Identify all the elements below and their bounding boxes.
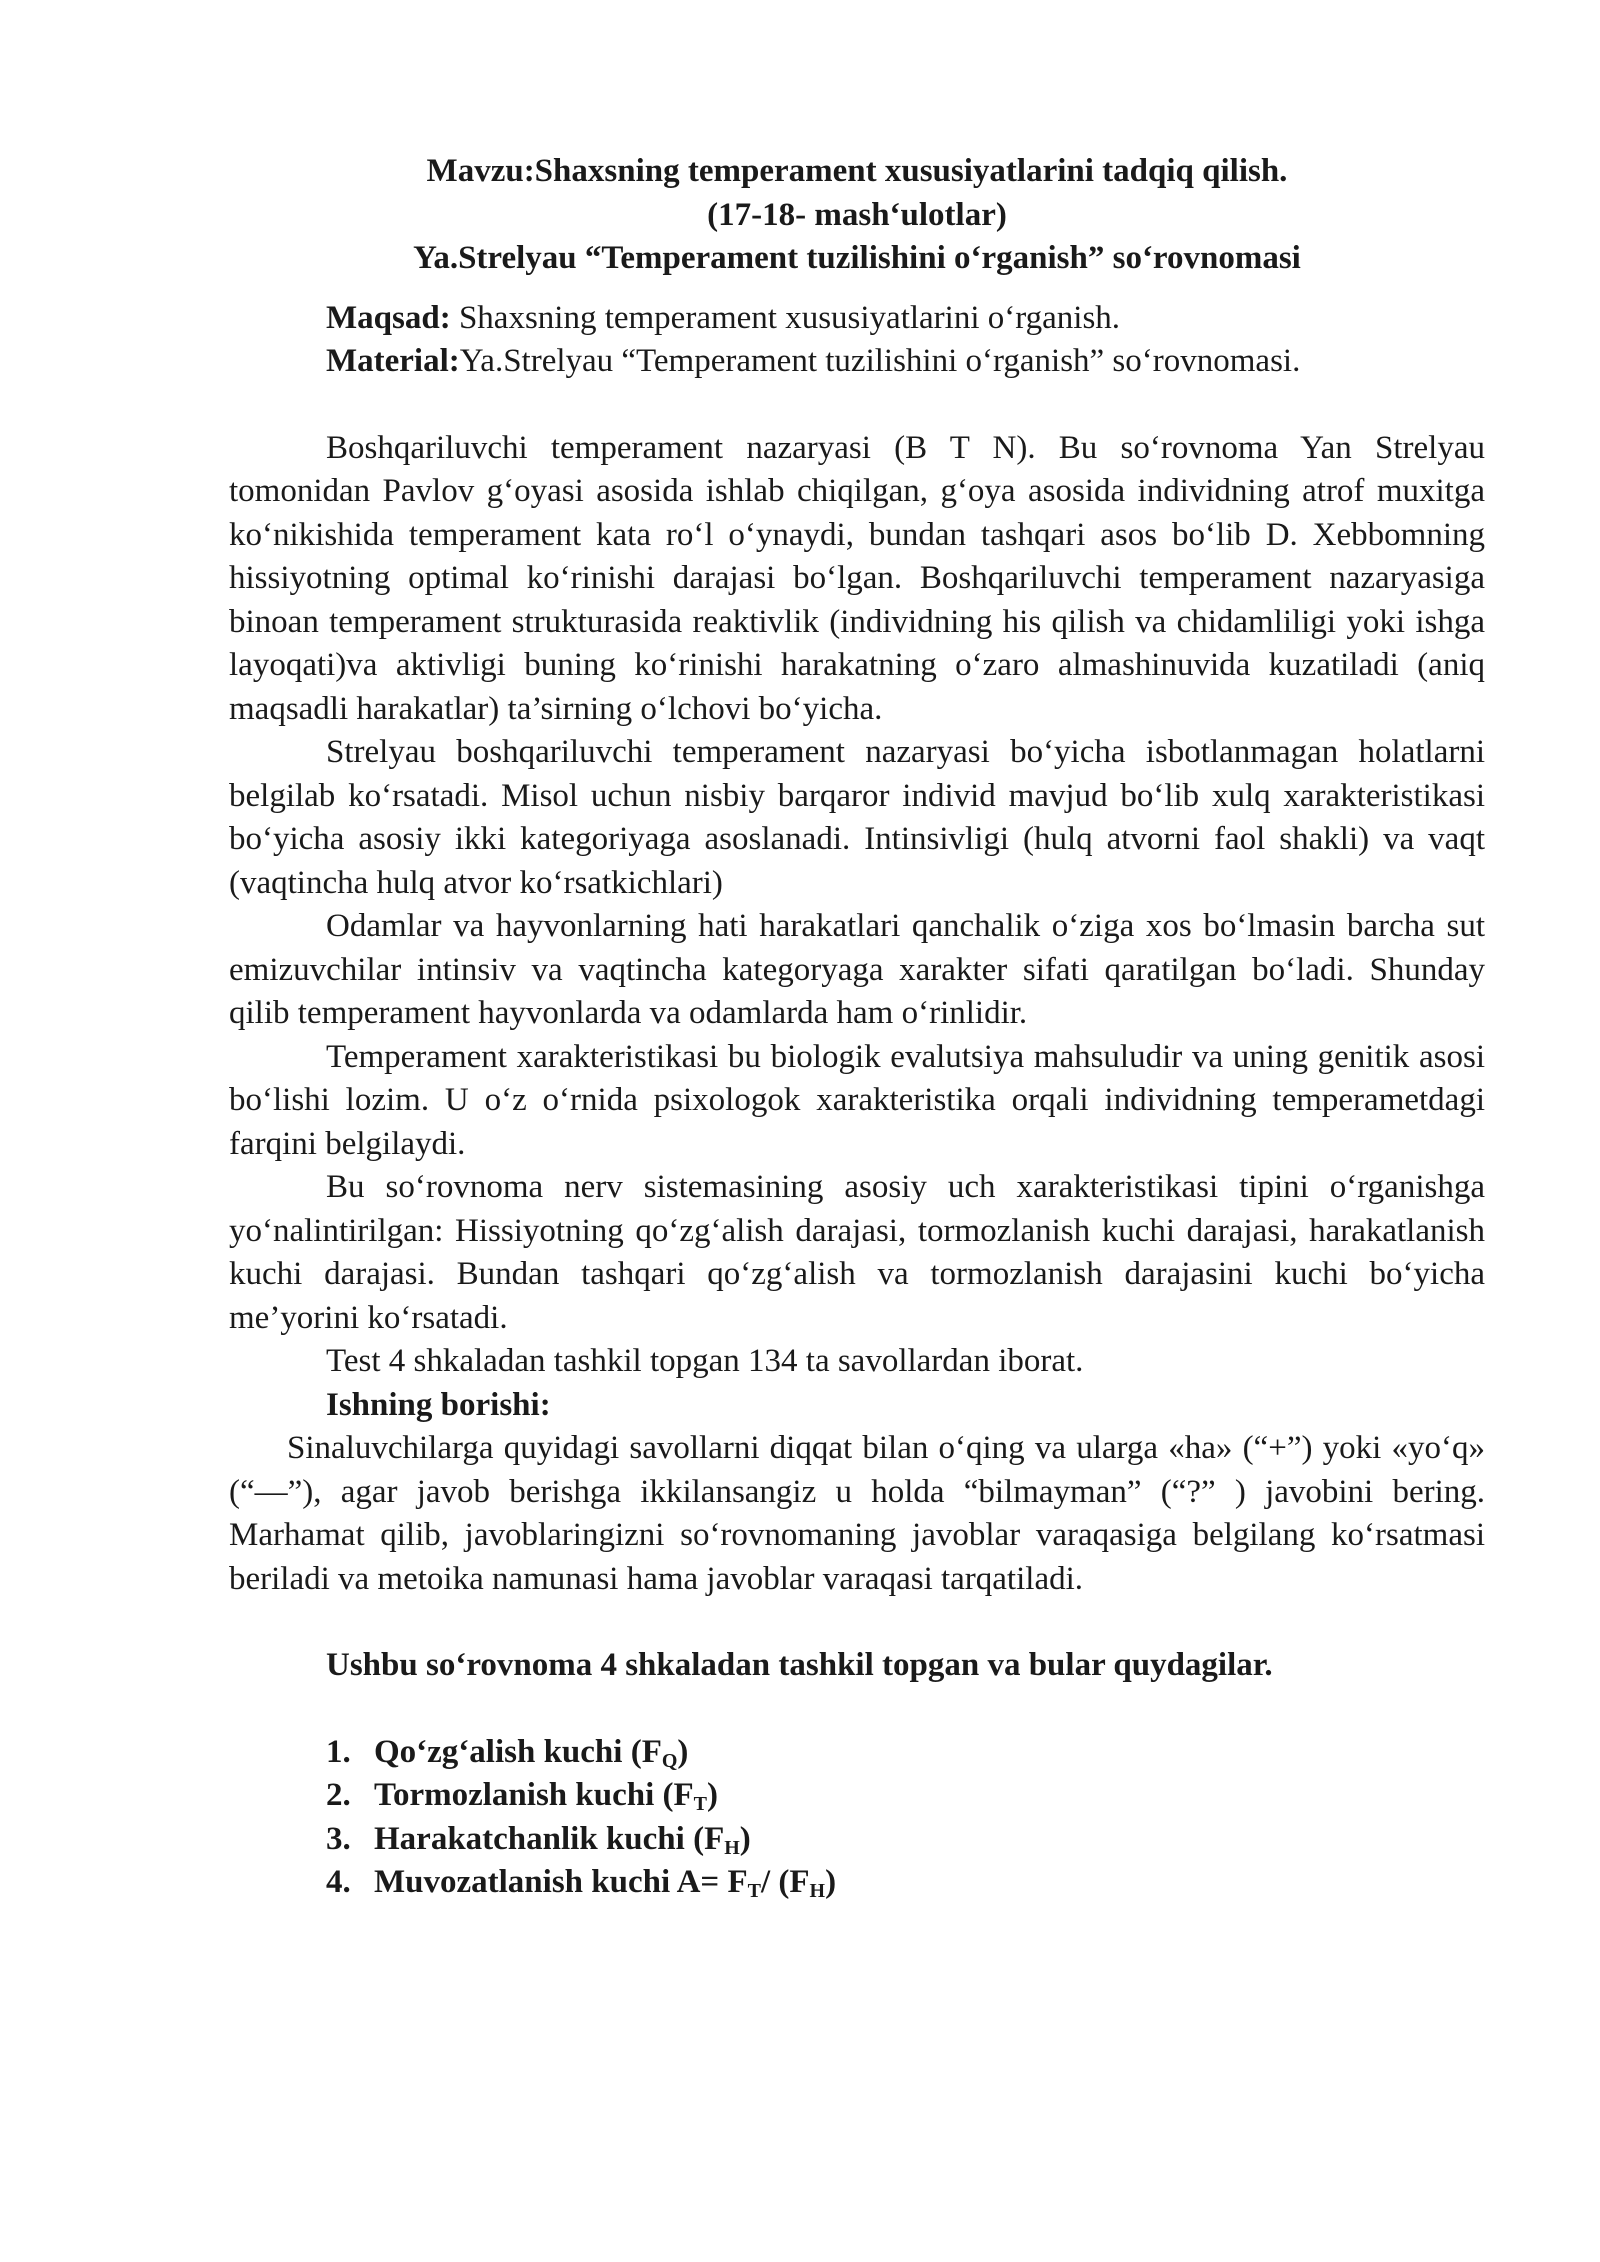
title-block — [229, 150, 1485, 281]
title-questionnaire: Ya.Strelyau “Temperament tuzilishini o‘rganish” so‘rovnomasi — [413, 240, 1301, 276]
list-item: 3. Harakatchanlik kuchi $(F_H)$ — [326, 1820, 751, 1859]
procedure-heading: Ishning borishi: — [326, 1386, 551, 1423]
list-item: 2. Tormozlanish kuchi $(F_T)$ — [326, 1777, 719, 1815]
list-item: 1. Qo‘zg‘alish kuchi $(F_Q)$ — [326, 1733, 689, 1772]
paragraph-nervous-system: Bu so‘rovnoma nerv sistemasining asosiy uch xarakteristikasi tipini o‘rganishga yo‘nalintirilgan: Hissiyotning qo‘zg‘alish darajasi, tormozlanish kuchi darajasi, harakatlanish kuchi darajasi. Bundan tashqari qo‘zg‘alish va tormozlanish darajasini kuchi bo‘yicha me’yorini ko‘rsatadi. — [229, 1169, 1485, 1336]
title-sessions: (17-18- mash‘ulotlar) — [707, 196, 1007, 233]
paragraph-strelyau: Strelyau boshqariluvchi temperament nazaryasi bo‘yicha isbotlanmagan holatlarni belgilab ko‘rsatadi. Misol uchun nisbiy barqaror individ mavjud bo‘lib xulq xarakteristikasi bo‘yicha asosiy ikki kategoriyaga asoslanadi. Intinsivligi (hulq atvorni faol shakli) va vaqt (vaqtincha hulq atvor ko‘rsatkichlari) — [229, 734, 1485, 901]
scales-list — [229, 1731, 1485, 1905]
goal-text: Shaxsning temperament xususiyatlarini o‘rganish. — [450, 299, 1121, 336]
goal-line — [229, 297, 1485, 341]
paragraph-theory: Boshqariluvchi temperament nazaryasi (B T N). Bu so‘rovnoma Yan Strelyau tomonidan Pavlov g‘oyasi asosida ishlab chiqilgan, g‘oya asosida individning atrof muxitga ko‘nikishida temperament kata ro‘l o‘ynaydi, bundan tashqari asos bo‘lib D. Xebbomning hissiyotning optimal ko‘rinishi darajasi bo‘lgan. Boshqariluvchi temperament nazaryasiga binoan temperament strukturasida reaktivlik (individning his qilish va chidamliligi yoki ishga layoqati)va aktivligi buning ko‘rinishi harakatning o‘zaro almashinuvida kuzatiladi (aniq maqsadli harakatlar) ta’sirning o‘lchovi bo‘yicha. — [229, 429, 1485, 727]
list-item: 4. Muvozatlanish kuchi $A= F_T/$ $(F_H)$ — [326, 1864, 837, 1902]
material-text: Ya.Strelyau “Temperament tuzilishini o‘rganish” so‘rovnomasi. — [459, 343, 1301, 379]
scales-heading: Ushbu so‘rovnoma 4 shkaladan tashkil topgan va bular quydagilar. — [326, 1647, 1273, 1683]
document-page — [229, 150, 1485, 1905]
material-label: Material: — [326, 343, 460, 379]
goal-label: Maqsad: — [326, 299, 451, 336]
title-topic: Mavzu:Shaxsning temperament xususiyatlarini tadqiq qilish. — [426, 153, 1288, 189]
paragraph-instructions: Sinaluvchilarga quyidagi savollarni diqqat bilan o‘qing va ularga «ha» (“+”) yoki «yo‘q» (“—”), agar javob berishga ikkilansangiz u holda “bilmayman” (“?” ) javobini bering. Marhamat qilib, javoblaringizni so‘rovnomaning javoblar varaqasiga belgilang ko‘rsatmasi beriladi va metoika namunasi hama javoblar varaqasi tarqatiladi. — [229, 1430, 1485, 1597]
paragraph-animals: Odamlar va hayvonlarning hati harakatlari qanchalik o‘ziga xos bo‘lmasin barcha sut emizuvchilar intinsiv va vaqtincha kategoryaga xarakter sifati qaratilgan bo‘ladi. Shunday qilib temperament hayvonlarda va odamlarda ham o‘rinlidir. — [229, 908, 1485, 1031]
material-line — [229, 340, 1485, 384]
paragraph-characteristics: Temperament xarakteristikasi bu biologik evalutsiya mahsuludir va uning genitik asosi bo‘lishi lozim. U o‘z o‘rnida psixologok xarakteristika orqali individning temperametdagi farqini belgilaydi. — [229, 1038, 1485, 1162]
spacer — [229, 384, 1485, 427]
paragraph-test-size: Test 4 shkaladan tashkil topgan 134 ta savollardan iborat. — [326, 1343, 1084, 1379]
